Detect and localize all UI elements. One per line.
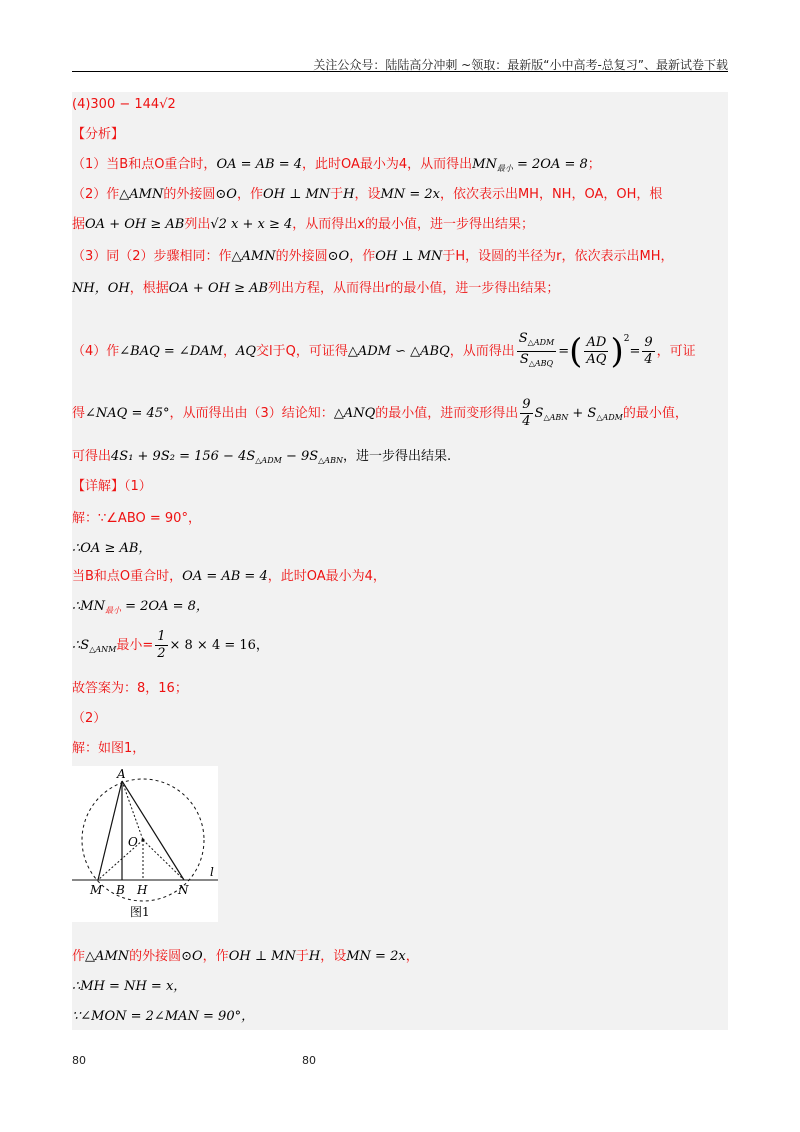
text: ，作 <box>236 187 263 202</box>
analysis-item-3-line-2 <box>72 280 728 298</box>
text: （3）同（2）步骤相同：作 <box>72 249 232 264</box>
analysis-title: 【分析】 <box>72 127 125 142</box>
text: ，设 <box>320 949 347 964</box>
math: NH，OH <box>72 281 130 296</box>
solution-content <box>72 92 728 1030</box>
text: ，作 <box>349 249 376 264</box>
label-n: N <box>178 883 189 897</box>
page-number-left: 80 <box>72 1054 86 1067</box>
analysis-item-1 <box>72 156 728 178</box>
text: 可得出 <box>72 449 112 464</box>
subscript: △ADM <box>255 456 282 465</box>
math: ∠NAQ = 45° <box>85 406 170 421</box>
analysis-item-4-line-2 <box>72 392 728 436</box>
analysis-item-4-line-1 <box>72 314 728 372</box>
math: ⊙O <box>181 949 203 964</box>
text: 最小= <box>116 638 154 653</box>
math: △AMN <box>85 949 130 964</box>
detail-line-6: 故答案为：8，16； <box>72 681 188 696</box>
fraction-nine-quarters <box>642 335 654 368</box>
analysis-item-2-line-2 <box>72 216 728 234</box>
text: ，设 <box>354 187 381 202</box>
detail-line-10 <box>72 978 728 996</box>
geometry-diagram <box>72 766 218 922</box>
text: 于 <box>295 949 309 964</box>
text: ，可证 <box>656 344 696 359</box>
fraction-area-ratio <box>517 331 556 372</box>
label-o: O <box>128 835 138 849</box>
figure-caption: 图1 <box>130 905 150 919</box>
fraction-half <box>155 629 167 662</box>
text: 于 <box>330 187 344 202</box>
text: ，从而得出 <box>449 344 515 359</box>
analysis-item-4-line-3 <box>72 448 728 470</box>
text: 的外接圆 <box>163 187 216 202</box>
math: ⊙O <box>327 249 350 264</box>
answer-4-line <box>72 96 728 114</box>
text: ，根据 <box>129 281 169 296</box>
text: （2）作 <box>72 187 120 202</box>
frac-num: 9 <box>644 335 653 350</box>
frac-den: 2 <box>157 646 166 661</box>
text: 解：∵∠ABO = 90°， <box>72 511 201 526</box>
analysis-item-3-line-1 <box>72 248 728 266</box>
text: ，依次表示出MH，NH，OA，OH，根 <box>439 187 663 202</box>
math: OA + OH ≥ AB <box>168 281 269 296</box>
math: OH ⊥ MN <box>228 949 296 964</box>
segment-an <box>122 781 184 880</box>
label-m: M <box>90 883 103 897</box>
text: ； <box>587 157 601 172</box>
math: OH ⊥ MN <box>262 187 331 202</box>
text: ，此时OA最小为4，从而得出 <box>302 157 473 172</box>
paren-left: ( <box>569 331 583 372</box>
text: 据 <box>72 217 86 232</box>
text: 的外接圆 <box>275 249 328 264</box>
math: MN <box>472 157 497 172</box>
text: 列出 <box>184 217 211 232</box>
subscript: 最小 <box>104 606 121 615</box>
figure-1 <box>72 766 218 922</box>
text: 作 <box>72 949 86 964</box>
math: × 8 × 4 = 16， <box>169 638 269 653</box>
math: △ADM ∽ △ABQ <box>347 344 450 359</box>
point-o <box>142 839 145 842</box>
math: OA = AB = 4 <box>182 569 268 584</box>
math: = <box>629 344 641 359</box>
math: OA = AB = 4 <box>216 157 303 172</box>
detail-line-5 <box>72 626 728 666</box>
detail-title: 【详解】（1） <box>72 479 152 494</box>
frac-num: 1 <box>157 629 166 644</box>
math: ∠BAQ = ∠DAM <box>119 344 223 359</box>
math: ∵∠MON = 2∠MAN = 90°， <box>72 1009 255 1024</box>
text: ， <box>222 344 236 359</box>
text: ，进一步得出结果. <box>342 449 452 464</box>
frac-num: AD <box>584 335 608 352</box>
subscript: 最小 <box>496 164 513 173</box>
header-rule <box>72 71 728 72</box>
math: MN = 2x <box>346 949 406 964</box>
detail-line-9 <box>72 948 728 966</box>
fraction-ad-aq <box>584 335 608 368</box>
label-a: A <box>117 767 126 781</box>
math: △ANQ <box>333 406 376 421</box>
subscript: △ADM <box>527 338 555 347</box>
fraction-nine-quarters <box>520 397 532 430</box>
math: H <box>308 949 321 964</box>
math: − 9S <box>281 449 319 464</box>
math: √2 x + x ≥ 4 <box>210 217 293 232</box>
text: ，作 <box>202 949 229 964</box>
frac-den: S <box>519 352 529 367</box>
text: 列出方程，从而得出r的最小值，进一步得出结果； <box>268 281 560 296</box>
math: ∴OA ≥ AB， <box>72 541 152 556</box>
detail-line-7: （2） <box>72 711 107 726</box>
segment-on <box>143 840 184 880</box>
text: 当B和点O重合时， <box>72 569 183 584</box>
subscript: △ABN <box>543 413 569 422</box>
frac-num: 9 <box>522 397 531 412</box>
math: OH ⊥ MN <box>375 249 443 264</box>
label-h: H <box>137 883 148 897</box>
text: 的最小值， <box>622 406 688 421</box>
math: AQ <box>235 344 257 359</box>
frac-den: 4 <box>644 352 653 367</box>
math: S <box>534 406 544 421</box>
text: 得 <box>72 406 86 421</box>
text: ， <box>405 949 419 964</box>
text: 的最小值，进而变形得出 <box>375 406 519 421</box>
math: OA + OH ≥ AB <box>85 217 185 232</box>
math: ⊙O <box>215 187 237 202</box>
page-header: 关注公众号：陆陆高分冲刺 ~领取：最新版“小中高考-总复习”、最新试卷下载 <box>313 58 728 72</box>
text: ，此时OA最小为4， <box>267 569 386 584</box>
frac-num: S <box>518 331 528 346</box>
subscript: △ADM <box>596 413 623 422</box>
subscript: △ABQ <box>528 359 554 368</box>
label-l: l <box>210 865 214 879</box>
detail-line-3 <box>72 568 728 586</box>
paren-right: ) <box>610 331 624 372</box>
analysis-item-2-line-1 <box>72 186 728 204</box>
exponent: 2 <box>623 334 630 344</box>
math: = <box>558 344 570 359</box>
label-b: B <box>116 883 125 897</box>
text: （4）作 <box>72 344 120 359</box>
subscript: △ABN <box>318 456 343 465</box>
math: MN = 2x <box>380 187 440 202</box>
math: 4S₁ + 9S₂ = 156 − 4S <box>111 449 256 464</box>
subscript: △ANM <box>89 645 117 654</box>
detail-line-11 <box>72 1008 728 1026</box>
page-number-center: 80 <box>302 1054 316 1067</box>
math: = 2OA = 8， <box>120 599 209 614</box>
frac-den: AQ <box>586 352 607 367</box>
detail-line-2 <box>72 540 728 558</box>
math: = 2OA = 8 <box>512 157 588 172</box>
math: ∴MH = NH = x， <box>72 979 187 994</box>
detail-line-1 <box>72 510 728 528</box>
frac-den: 4 <box>522 414 531 429</box>
answer-4: (4)300 − 144√2 <box>72 97 176 112</box>
math: + S <box>568 406 597 421</box>
math: ∴S <box>72 638 90 653</box>
math: △AMN <box>119 187 164 202</box>
text: 的外接圆 <box>129 949 182 964</box>
text: （1）当B和点O重合时， <box>72 157 217 172</box>
text: 交l于Q，可证得 <box>256 344 348 359</box>
text: 于H，设圆的半径为r，依次表示出MH， <box>442 249 674 264</box>
detail-line-8: 解：如图1， <box>72 741 146 756</box>
text: ，从而得出x的最小值，进一步得出结果； <box>292 217 534 232</box>
math: H <box>343 187 355 202</box>
text: ，从而得出由（3）结论知： <box>169 406 334 421</box>
detail-line-4 <box>72 598 728 620</box>
math: △AMN <box>231 249 276 264</box>
math: ∴MN <box>72 599 105 614</box>
